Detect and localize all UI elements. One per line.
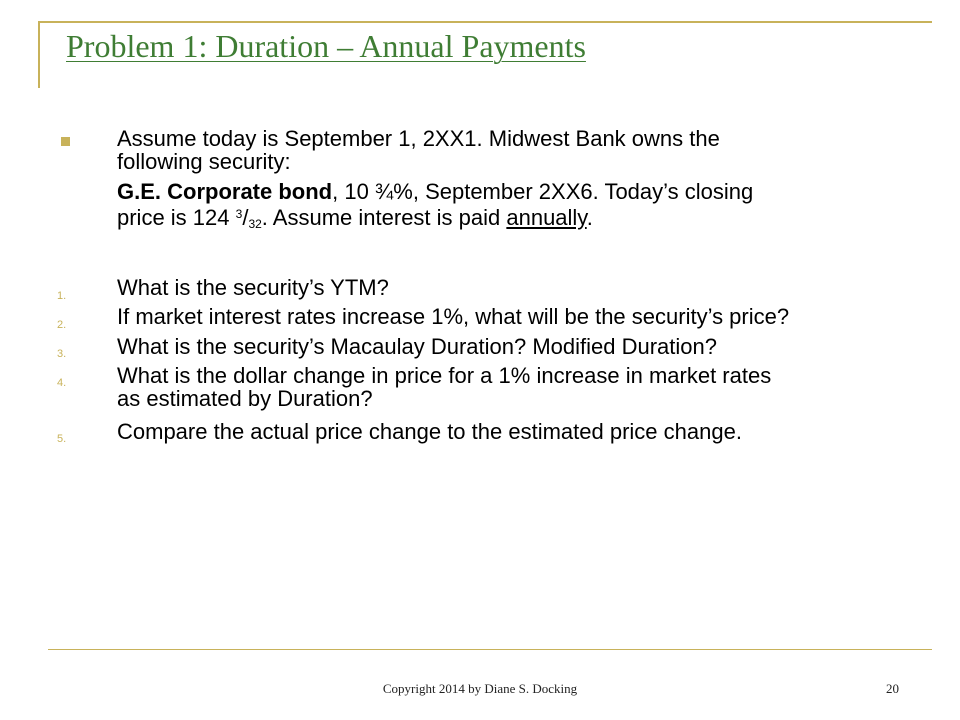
square-bullet-icon <box>61 137 70 146</box>
question-text: What is the dollar change in price for a 1% increase in market rates <box>117 363 772 388</box>
price-fraction-denominator: 32 <box>248 217 262 231</box>
question-item <box>117 420 937 443</box>
copyright-footer: Copyright 2014 by Diane S. Docking <box>382 681 578 696</box>
price-fraction-slash: / <box>242 205 249 230</box>
question-number: 3. <box>57 348 67 360</box>
intro-line-2: following security: <box>117 149 291 174</box>
question-item <box>117 276 937 299</box>
top-rule <box>40 21 932 23</box>
intro-paragraph <box>117 127 937 173</box>
question-item <box>117 305 937 328</box>
interest-text: . Assume interest is paid <box>261 205 507 230</box>
question-number: 5. <box>57 433 67 445</box>
question-text: Compare the actual price change to the estimated price change. <box>117 419 742 444</box>
price-fraction-numerator: 3 <box>235 207 243 221</box>
question-item <box>117 364 937 410</box>
question-text: What is the security’s YTM? <box>117 275 389 300</box>
security-paragraph <box>117 180 937 236</box>
question-number: 4. <box>57 377 67 389</box>
page-number: 20 <box>886 681 899 696</box>
question-text: What is the security’s Macaulay Duration? Modified Duration? <box>117 334 717 359</box>
annually-emphasis: annually <box>506 205 587 230</box>
price-prefix: price is 124 <box>117 205 236 230</box>
question-number: 1. <box>57 290 67 302</box>
question-number: 2. <box>57 319 67 331</box>
question-text-continued: as estimated by Duration? <box>117 386 373 411</box>
security-details: , 10 ¾%, September 2XX6. Today’s closing <box>332 179 754 204</box>
left-rule <box>38 21 40 88</box>
question-text: If market interest rates increase 1%, what will be the security’s price? <box>117 304 790 329</box>
bottom-rule <box>48 649 932 650</box>
security-name: G.E. Corporate bond <box>117 179 333 204</box>
question-item <box>117 335 937 358</box>
sentence-end: . <box>586 205 593 230</box>
slide-title: Problem 1: Duration – Annual Payments <box>66 28 586 64</box>
intro-line-1: Assume today is September 1, 2XX1. Midwest Bank owns the <box>117 126 720 151</box>
